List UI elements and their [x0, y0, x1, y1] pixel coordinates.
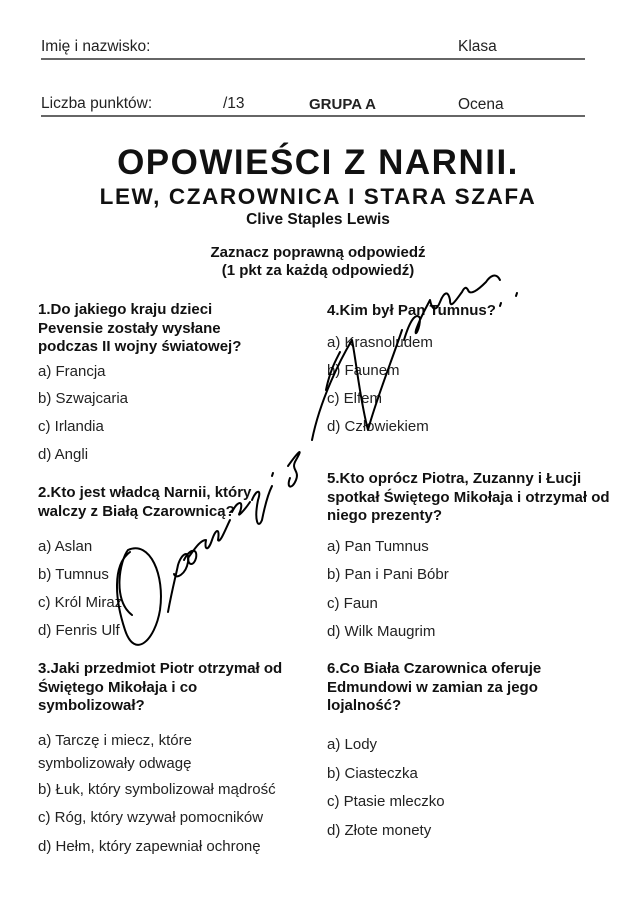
- q6-option-b[interactable]: b) Ciasteczka: [327, 765, 418, 782]
- q6-option-d[interactable]: d) Złote monety: [327, 822, 432, 839]
- q5-option-a[interactable]: a) Pan Tumnus: [327, 538, 429, 555]
- question-4: 4.Kim był Pan Tumnus?: [327, 302, 496, 319]
- q1-option-c[interactable]: c) Irlandia: [38, 418, 104, 435]
- question-6: 6.Co Biała Czarownica oferuje Edmundowi w zamian za jego lojalność?: [327, 660, 542, 714]
- question-5: 5.Kto oprócz Piotra, Zuzanny i Łucji spotkał Świętego Mikołaja i otrzymał od niego prezenty?: [327, 470, 610, 524]
- q4-option-b[interactable]: b) Faunem: [327, 362, 400, 379]
- q1-option-a[interactable]: a) Francja: [38, 363, 106, 380]
- q2-option-c[interactable]: c) Król Miraz: [38, 594, 123, 611]
- q2-option-b[interactable]: b) Tumnus: [38, 566, 109, 583]
- group-label: GRUPA A: [309, 96, 376, 113]
- author: Clive Staples Lewis: [246, 211, 390, 228]
- q5-option-d[interactable]: d) Wilk Maugrim: [327, 623, 436, 640]
- q4-option-c[interactable]: c) Elfem: [327, 390, 383, 407]
- q1-option-b[interactable]: b) Szwajcaria: [38, 390, 129, 407]
- q3-option-d[interactable]: d) Hełm, który zapewniał ochronę: [38, 838, 261, 855]
- instructions-line2: (1 pkt za każdą odpowiedź): [221, 262, 415, 279]
- grade-label: Ocena: [458, 96, 504, 113]
- name-label: Imię i nazwisko:: [41, 38, 151, 55]
- page-subtitle: LEW, CZAROWNICA I STARA SZAFA: [99, 184, 537, 209]
- q2-option-d[interactable]: d) Fenris Ulf: [38, 622, 120, 639]
- q4-option-a[interactable]: a) Krasnoludem: [327, 334, 433, 351]
- q1-option-d[interactable]: d) Angli: [38, 446, 89, 463]
- page-title: OPOWIEŚCI Z NARNII.: [117, 143, 519, 182]
- points-max: /13: [223, 95, 245, 112]
- instructions-line1: Zaznacz poprawną odpowiedź: [210, 244, 426, 261]
- q6-option-c[interactable]: c) Ptasie mleczko: [327, 793, 445, 810]
- points-label: Liczba punktów:: [41, 95, 153, 112]
- q6-option-a[interactable]: a) Lody: [327, 736, 378, 753]
- question-3: 3.Jaki przedmiot Piotr otrzymał od Świętego Mikołaja i co symbolizował?: [38, 660, 283, 714]
- q5-option-b[interactable]: b) Pan i Pani Bóbr: [327, 566, 449, 583]
- q3-option-b[interactable]: b) Łuk, który symbolizował mądrość: [38, 781, 276, 798]
- question-1: 1.Do jakiego kraju dzieci Pevensie zostały wysłane podczas II wojny światowej?: [38, 301, 242, 355]
- class-label: Klasa: [458, 38, 497, 55]
- q2-option-a[interactable]: a) Aslan: [38, 538, 93, 555]
- question-2: 2.Kto jest władcą Narnii, który walczy z Białą Czarownicą?: [38, 484, 252, 520]
- name-line[interactable]: [41, 58, 585, 60]
- q4-option-d[interactable]: d) Człowiekiem: [327, 418, 429, 435]
- q3-option-c[interactable]: c) Róg, który wzywał pomocników: [38, 809, 264, 826]
- points-line[interactable]: [41, 115, 585, 117]
- q3-option-a[interactable]: a) Tarczę i miecz, które symbolizowały odwagę: [38, 732, 192, 772]
- instructions: [0, 244, 636, 280]
- q5-option-c[interactable]: c) Faun: [327, 595, 378, 612]
